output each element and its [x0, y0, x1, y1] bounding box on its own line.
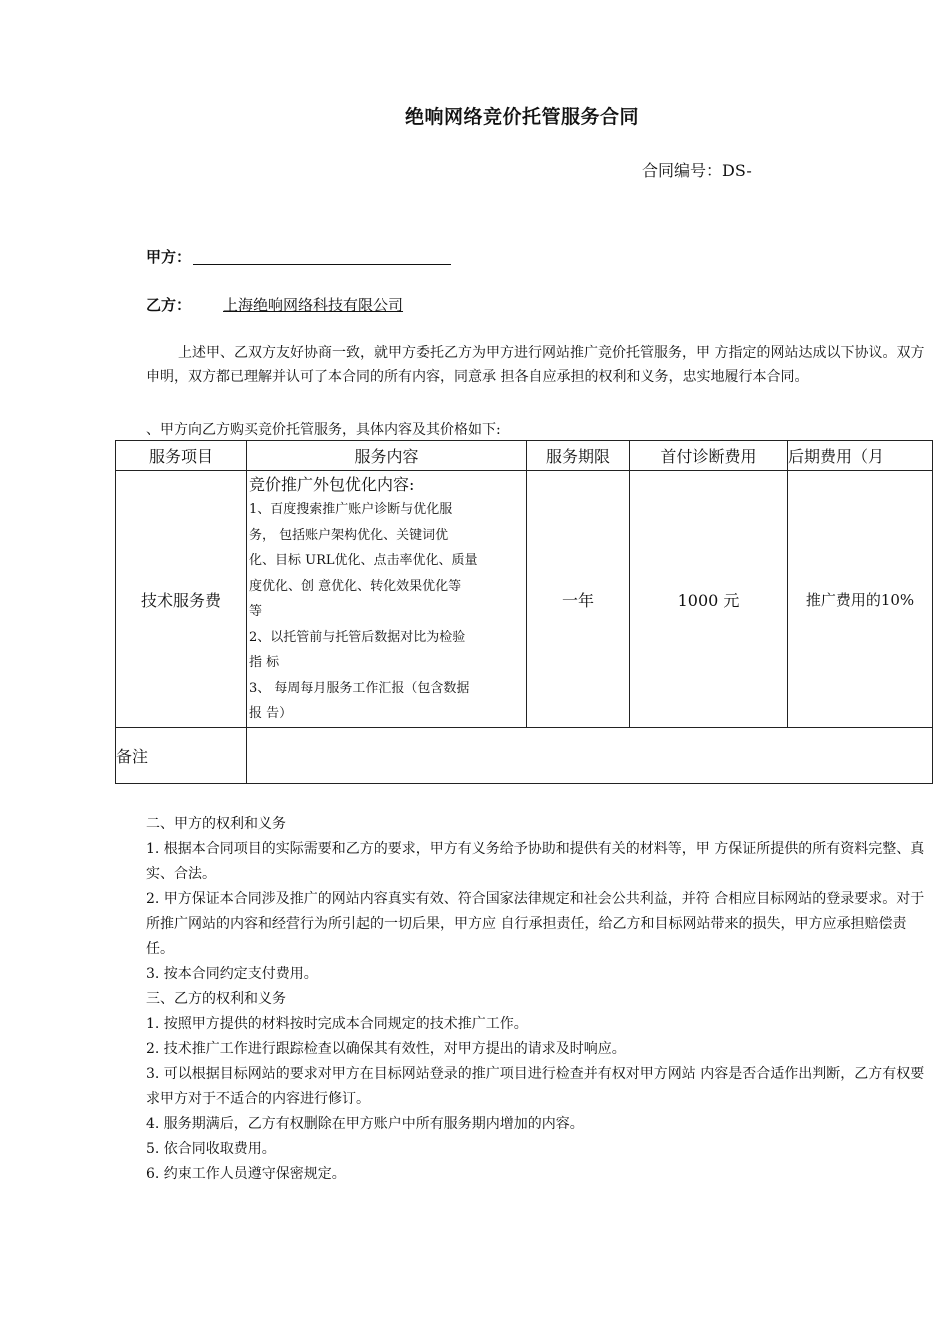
service-item-cell: 技术服务费 [116, 471, 247, 728]
header-cell: 首付诊断费用 [630, 441, 788, 471]
content-line: 3、 每周每月服务工作汇报（包含数据 [249, 680, 470, 696]
content-line: 务， 包括账户架构优化、关键词优 [249, 527, 449, 543]
contract-number: 合同编号：DS- [642, 161, 752, 180]
content-line: 报 告） [249, 706, 293, 721]
section3-item: 3. 可以根据目标网站的要求对甲方在目标网站登录的推广项目进行检查并有权对甲方网站 内容是否合适作出判断，乙方有权要求甲方对于不适合的内容进行修订。 [146, 1066, 925, 1107]
remark-value-cell [247, 728, 933, 784]
section2-item: 3. 按本合同约定支付费用。 [146, 966, 318, 982]
header-cell: 服务内容 [247, 441, 527, 471]
section2 [146, 812, 926, 1187]
content-lead: 竞价推广外包优化内容: [249, 475, 415, 494]
content-line: 度优化、创 意优化、转化效果优化等 [249, 578, 462, 594]
content-line: 化、目标 URL优化、点击率优化、质量 [249, 553, 478, 568]
content-line: 1、百度搜索推广账户诊断与优化服 [249, 502, 453, 517]
party-a-label: 甲方： [146, 248, 192, 266]
section3-heading: 三、乙方的权利和义务 [146, 991, 286, 1007]
service-period-cell: 一年 [527, 471, 630, 728]
header-cell: 服务项目 [116, 441, 247, 471]
party-b [146, 294, 403, 315]
section3-item: 6. 约束工作人员遵守保密规定。 [146, 1166, 346, 1182]
intro-paragraph: 上述甲、乙双方友好协商一致，就甲方委托乙方为甲方进行网站推广竞价托管服务，甲 方指定的网站达成以下协议。双方申明，双方都已理解并认可了本合同的所有内容，同意承 担各自应承担的权利和义务，忠实地履行本合同。 [146, 345, 925, 385]
service-table [115, 440, 933, 784]
header-cell: 服务期限 [527, 441, 630, 471]
remark-label-cell: 备注 [116, 728, 247, 784]
header-cell: 后期费用（月 [788, 441, 933, 471]
party-b-label: 乙方： [146, 296, 192, 314]
table-header-row [116, 441, 933, 471]
party-b-name: 上海绝响网络科技有限公司 [223, 296, 404, 314]
section2-item: 2. 甲方保证本合同涉及推广的网站内容真实有效、符合国家法律规定和社会公共利益，并符 合相应目标网站的登录要求。对于所推广网站的内容和经营行为所引起的一切后果，甲方应 自行承担责任，给乙方和目标网站带来的损失，甲方应承担赔偿责任。 [146, 891, 925, 957]
later-fee-cell: 推广费用的10% [788, 471, 933, 728]
content-line: 2、以托管前与托管后数据对比为检验 [249, 629, 466, 645]
section1-heading: 、甲方向乙方购买竞价托管服务，具体内容及其价格如下: [146, 422, 501, 438]
contract-title: 绝响网络竞价托管服务合同 [404, 106, 639, 128]
section2-heading: 二、甲方的权利和义务 [146, 816, 286, 832]
party-a-blank-line [193, 250, 451, 265]
section3-item: 5. 依合同收取费用。 [146, 1141, 276, 1157]
first-fee-cell: 1000 元 [630, 471, 788, 728]
table-row [116, 471, 933, 728]
content-line: 指 标 [249, 655, 280, 670]
section3-item: 4. 服务期满后，乙方有权删除在甲方账户中所有服务期内增加的内容。 [146, 1116, 584, 1132]
service-content-cell [247, 471, 527, 728]
content-line: 等 [249, 604, 263, 619]
section2-item: 1. 根据本合同项目的实际需要和乙方的要求，甲方有义务给予协助和提供有关的材料等，甲 方保证所提供的所有资料完整、真实、合法。 [146, 841, 925, 882]
section3-item: 1. 按照甲方提供的材料按时完成本合同规定的技术推广工作。 [146, 1016, 528, 1032]
section3-item: 2. 技术推广工作进行跟踪检查以确保其有效性，对甲方提出的请求及时响应。 [146, 1041, 626, 1057]
remark-row [116, 728, 933, 784]
party-a [146, 246, 451, 267]
